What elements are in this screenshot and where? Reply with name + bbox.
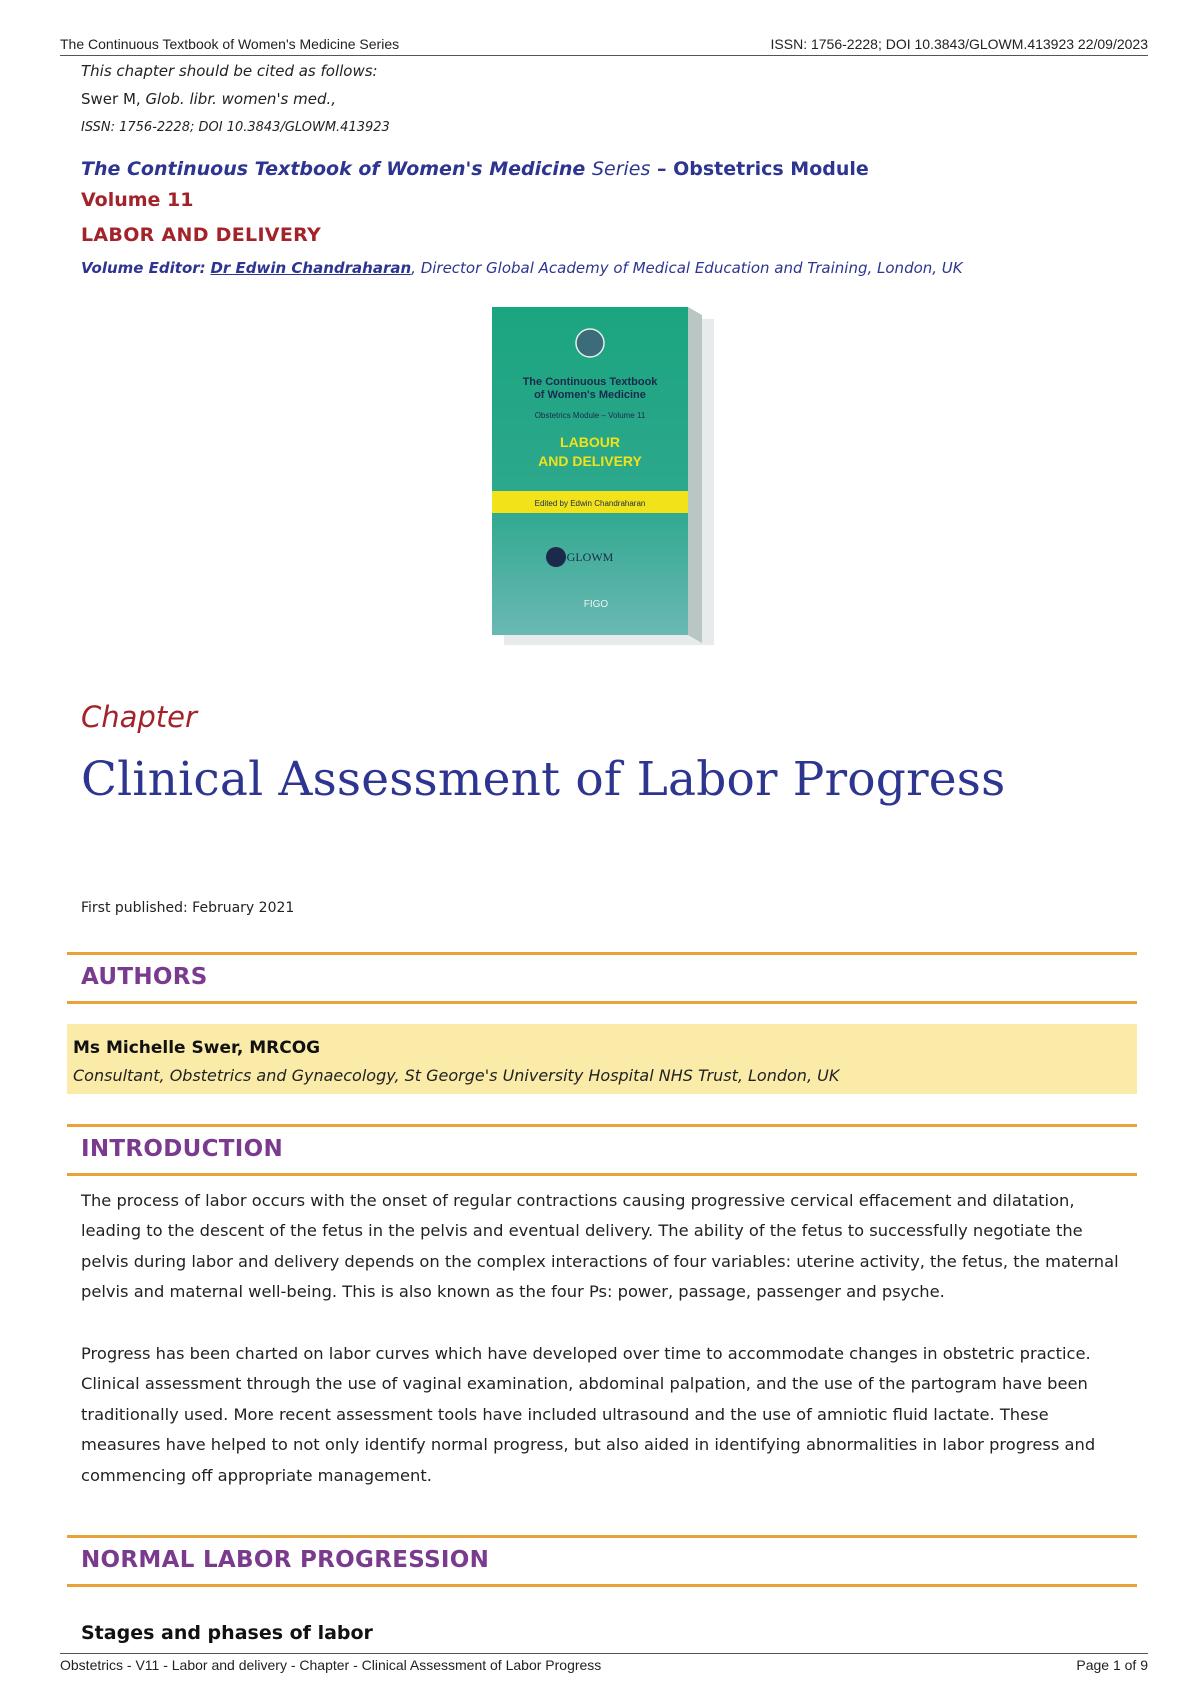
book-spine	[688, 307, 702, 643]
normal-labor-rule-bottom	[67, 1584, 1137, 1587]
normal-labor-heading: NORMAL LABOR PROGRESSION	[81, 1547, 490, 1573]
header-series-name: The Continuous Textbook of Women's Medicine Series	[60, 36, 400, 52]
editor-name-link[interactable]: Dr Edwin Chandraharan	[210, 259, 412, 277]
citation-journal: Glob. libr. women's med.,	[145, 90, 337, 108]
cover-crest-icon	[576, 329, 604, 357]
author-affiliation: Consultant, Obstetrics and Gynaecology, St George's University Hospital NHS Trust, London, UK	[73, 1066, 840, 1085]
cover-module-line: Obstetrics Module – Volume 11	[534, 411, 646, 420]
header-issn-doi: ISSN: 1756-2228; DOI 10.3843/GLOWM.413923 22/09/2023	[770, 36, 1148, 52]
introduction-rule-top	[67, 1124, 1137, 1127]
cover-editor-band: Edited by Edwin Chandraharan	[534, 499, 646, 508]
series-title-line	[81, 158, 869, 180]
cover-title-line1: The Continuous Textbook	[522, 376, 658, 388]
book-cover-image	[490, 305, 720, 650]
series-module: – Obstetrics Module	[657, 158, 869, 180]
series-word: Series	[591, 158, 651, 180]
introduction-paragraph-1: The process of labor occurs with the onset of regular contractions causing progressive cervical effacement and dilatation, leading to the descent of the fetus in the pelvis and eventual delivery. The ability of the fetus to successfully negotiate the pelvis during labor and delivery depends on the complex interactions of four variables: uterine activity, the fetus, the maternal pelvis and maternal well-being. This is also known as the four Ps: power, passage, passenger and psyche.	[81, 1191, 1119, 1302]
chapter-label: Chapter	[81, 700, 197, 734]
cover-partner: FIGO	[583, 599, 609, 610]
authors-rule-top	[67, 952, 1137, 955]
chapter-title: Clinical Assessment of Labor Progress	[81, 752, 1006, 807]
cover-topic-line2: AND DELIVERY	[538, 453, 642, 469]
author-name: Ms Michelle Swer, MRCOG	[73, 1038, 321, 1058]
citation-intro: This chapter should be cited as follows:	[81, 62, 378, 80]
running-header	[60, 36, 1148, 56]
editor-label: Volume Editor:	[81, 259, 206, 277]
editor-affiliation: , Director Global Academy of Medical Education and Training, London, UK	[411, 259, 963, 277]
cover-topic-line1: LABOUR	[560, 434, 620, 450]
introduction-heading: INTRODUCTION	[81, 1136, 284, 1162]
citation-issn: ISSN: 1756-2228; DOI 10.3843/GLOWM.413923	[81, 120, 390, 135]
citation-block	[81, 62, 390, 135]
normal-labor-rule-top	[67, 1535, 1137, 1538]
first-published-date: First published: February 2021	[81, 900, 295, 916]
authors-heading: AUTHORS	[81, 964, 208, 990]
cover-glowm-logo-icon	[546, 547, 566, 567]
volume-number: Volume 11	[81, 189, 194, 211]
volume-topic: LABOR AND DELIVERY	[81, 224, 322, 246]
running-footer	[60, 1653, 1148, 1673]
introduction-rule-bottom	[67, 1173, 1137, 1176]
stages-phases-subheading: Stages and phases of labor	[81, 1622, 373, 1644]
citation-reference	[81, 90, 390, 108]
cover-publisher: GLOWM	[566, 550, 614, 564]
citation-author: Swer M,	[81, 90, 146, 108]
introduction-paragraph-2: Progress has been charted on labor curves which have developed over time to accommodate changes in obstetric practice. Clinical assessment through the use of vaginal examination, abdominal palpation, and the use of the partogram have been traditionally used. More recent assessment tools have included ultrasound and the use of amniotic fluid lactate. These measures have helped to not only identify normal progress, but also aided in identifying abnormalities in labor progress and commencing off appropriate management.	[81, 1344, 1096, 1485]
series-title: The Continuous Textbook of Women's Medicine	[81, 158, 586, 180]
volume-editor-line	[81, 259, 963, 277]
footer-chapter-path: Obstetrics - V11 - Labor and delivery - Chapter - Clinical Assessment of Labor Progress	[60, 1657, 602, 1673]
footer-page-number: Page 1 of 9	[1076, 1657, 1148, 1673]
cover-title-line2: of Women's Medicine	[534, 389, 646, 401]
authors-rule-bottom	[67, 1001, 1137, 1004]
